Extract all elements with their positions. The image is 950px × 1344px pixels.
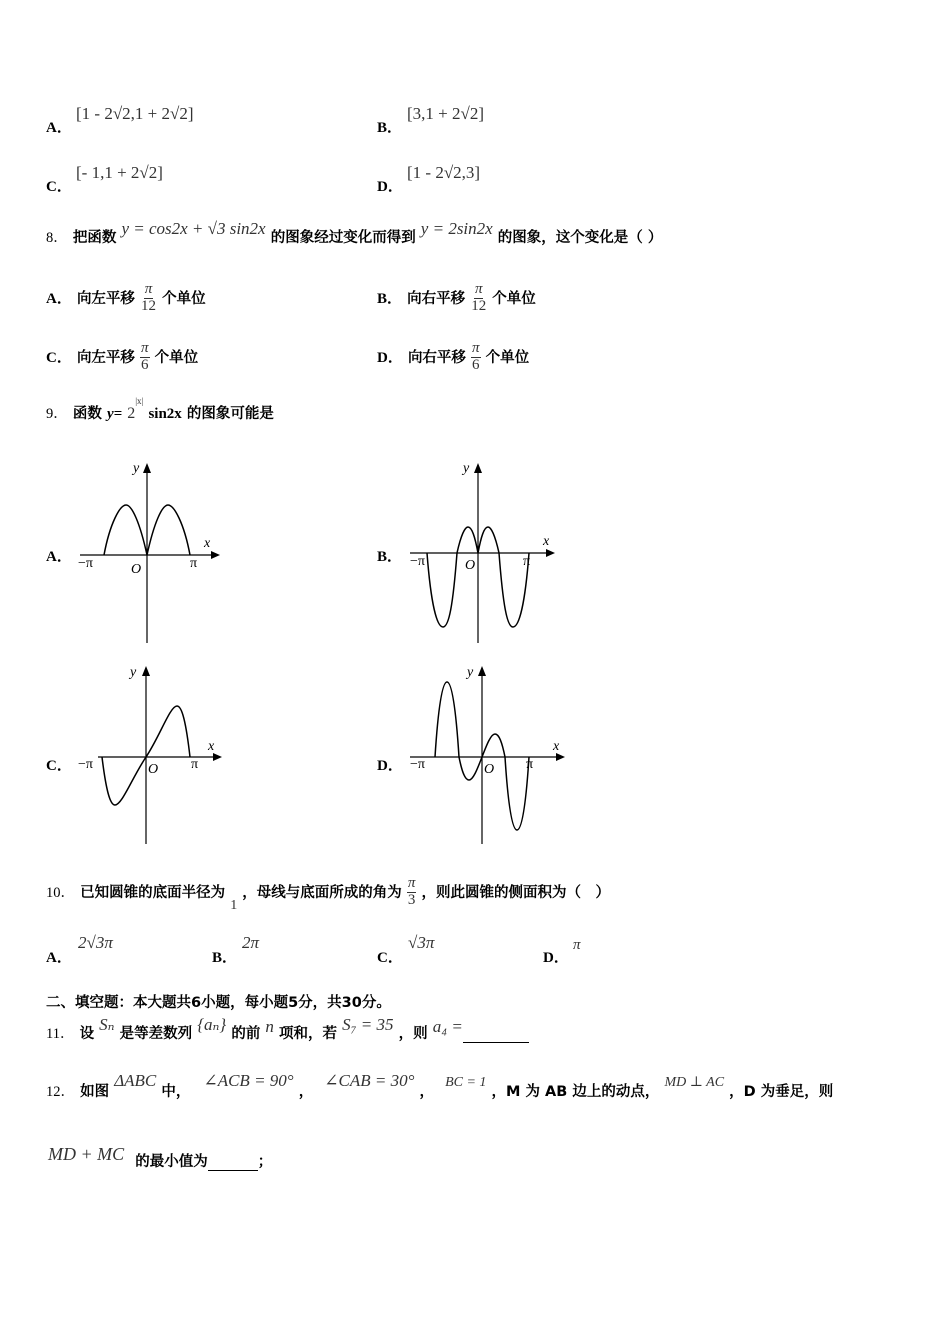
q12-text-2: 中， xyxy=(161,1084,191,1100)
q10-option-c-label: C． xyxy=(377,950,403,966)
q11-text-1: 设 xyxy=(79,1026,95,1042)
neg-pi-label: −π xyxy=(78,556,93,571)
y-label: y xyxy=(133,461,140,476)
q8-option-d-fraction xyxy=(471,341,481,374)
y-axis-arrow-icon xyxy=(478,666,486,676)
q12-sep-2: ， xyxy=(419,1084,434,1100)
q8-option-a xyxy=(46,282,206,315)
q12-bc: BC = 1 xyxy=(445,1075,487,1090)
q12-angle-acb: ∠ACB = 90° xyxy=(203,1071,294,1090)
q11-text-4: 项和，若 xyxy=(279,1026,338,1042)
q8-option-a-fraction xyxy=(140,282,157,315)
x-label: x xyxy=(543,534,550,549)
q9-fn: sin2x xyxy=(148,406,182,422)
q7-option-d-label: D． xyxy=(377,179,403,195)
q8-option-d-num: π xyxy=(472,340,480,356)
q9-y: y= xyxy=(106,406,123,422)
q11-a4: a₄ = xyxy=(432,1017,463,1036)
q12-sep-1: ， xyxy=(298,1084,314,1100)
q8-option-a-pre: 向左平移 xyxy=(76,290,135,307)
q9-text-post: 的图象可能是 xyxy=(186,406,274,422)
x-axis-arrow-icon xyxy=(213,753,222,761)
q8-option-c-num: π xyxy=(141,340,149,356)
q9-number: 9． xyxy=(46,406,68,422)
origin-label: O xyxy=(148,762,159,777)
q10-option-a-label: A． xyxy=(46,950,72,966)
q8-option-c-label: C． xyxy=(46,349,72,366)
q10-angle-den: 3 xyxy=(407,891,416,908)
q9-option-b-label: B． xyxy=(377,549,403,565)
q11-number: 11． xyxy=(46,1026,75,1042)
q8-option-d xyxy=(377,341,529,374)
q10-text-post: ，则此圆锥的侧面积为（ ） xyxy=(421,884,610,901)
x-label: x xyxy=(553,739,560,754)
q7-option-a-expr: [1 - 2√2,1 + 2√2] xyxy=(76,104,194,123)
q12-text-3: ，M 为 AB 边上的动点， xyxy=(491,1084,660,1100)
q10-option-b-label: B． xyxy=(212,950,238,966)
q9-text-pre: 函数 xyxy=(72,406,102,422)
pi-label: π xyxy=(191,757,199,772)
q8-text-post: 的图象，这个变化是（ ） xyxy=(497,230,663,246)
q9-option-c-label: C． xyxy=(46,758,72,774)
q12-triangle: ΔABC xyxy=(114,1071,157,1090)
q10-angle-fraction xyxy=(407,876,417,909)
q10-stem xyxy=(46,875,610,913)
q10-option-d-expr: π xyxy=(573,937,581,953)
q8-option-c-fraction xyxy=(140,341,150,374)
q12-text-4: ，D 为垂足，则 xyxy=(729,1084,834,1100)
x-label: x xyxy=(204,536,211,551)
q8-func1: y = cos2x + √3 sin2x xyxy=(121,219,266,238)
q8-option-d-label: D． xyxy=(377,349,403,366)
q8-option-a-post: 个单位 xyxy=(162,290,206,307)
q11-text-2: 是等差数列 xyxy=(119,1026,193,1042)
q12-perp: MD ⊥ AC xyxy=(664,1075,725,1090)
q12-expression: MD + MC xyxy=(48,1144,125,1164)
q8-option-b-label: B． xyxy=(377,290,403,307)
q8-text-pre: 把函数 xyxy=(72,230,117,246)
pi-label: π xyxy=(526,757,534,772)
q10-number: 10． xyxy=(46,884,75,901)
q11-answer-blank[interactable] xyxy=(463,1026,529,1043)
q7-option-b-expr: [3,1 + 2√2] xyxy=(407,104,484,123)
q8-option-a-num: π xyxy=(144,281,153,297)
origin-label: O xyxy=(465,558,476,573)
q7-option-d-expr: [1 - 2√2,3] xyxy=(407,163,481,182)
q9-option-a-label: A． xyxy=(46,549,72,565)
origin-label: O xyxy=(484,762,495,777)
q12-stem xyxy=(46,1071,834,1101)
y-axis-arrow-icon xyxy=(474,463,482,473)
q8-func2: y = 2sin2x xyxy=(420,219,493,238)
pi-label: π xyxy=(190,556,198,571)
q8-option-b xyxy=(377,282,536,315)
q8-option-c xyxy=(46,341,198,374)
q10-option-b-expr: 2π xyxy=(242,933,260,952)
pi-label: π xyxy=(523,554,531,569)
q9-exponent: |x| xyxy=(135,395,144,406)
q8-option-b-num: π xyxy=(474,281,483,297)
y-axis-arrow-icon xyxy=(143,463,151,473)
neg-pi-label: −π xyxy=(410,554,425,569)
q10-text-pre: 已知圆锥的底面半径为 xyxy=(80,884,226,901)
q9-base: 2 xyxy=(127,405,136,422)
q8-option-b-pre: 向右平移 xyxy=(407,290,466,307)
q8-option-d-pre: 向右平移 xyxy=(407,349,466,366)
q11-s7: S₇ = 35 xyxy=(342,1015,394,1034)
q8-option-d-den: 6 xyxy=(472,356,480,373)
x-axis-arrow-icon xyxy=(556,753,565,761)
q8-option-d-post: 个单位 xyxy=(485,349,530,366)
y-label: y xyxy=(463,461,470,476)
q10-option-a-expr: 2√3π xyxy=(78,933,113,952)
q9-graph-b xyxy=(405,455,565,650)
q10-angle-num: π xyxy=(407,875,416,891)
q9-option-d-label: D． xyxy=(377,758,403,774)
q7-option-c-expr: [- 1,1 + 2√2] xyxy=(76,163,163,182)
q12-text-5: 的最小值为 xyxy=(135,1154,208,1170)
q8-number: 8． xyxy=(46,230,68,246)
q8-stem xyxy=(46,219,663,247)
q12-answer-blank[interactable] xyxy=(208,1156,258,1171)
q9-graph-a xyxy=(70,455,230,650)
q12-text-1: 如图 xyxy=(80,1084,110,1100)
q11-text-5: ，则 xyxy=(398,1026,428,1042)
q12-text-6: ； xyxy=(257,1154,273,1170)
q7-option-a-label: A． xyxy=(46,120,72,136)
q11-sn: Sₙ xyxy=(99,1015,115,1034)
q12-angle-cab: ∠CAB = 30° xyxy=(324,1071,415,1090)
neg-pi-label: −π xyxy=(78,757,93,772)
q11-n: n xyxy=(265,1017,274,1036)
section-2-heading: 二、填空题：本大题共6小题，每小题5分，共30分。 xyxy=(46,995,391,1011)
y-label: y xyxy=(467,665,474,680)
q10-radius: 1 xyxy=(230,897,238,913)
q8-option-c-post: 个单位 xyxy=(154,349,199,366)
q8-option-b-fraction xyxy=(470,282,487,315)
q12-number: 12． xyxy=(46,1084,75,1100)
q10-option-c-expr: √3π xyxy=(408,933,435,952)
q8-option-c-den: 6 xyxy=(141,356,149,373)
q9-graph-c xyxy=(70,660,230,850)
q8-option-c-pre: 向左平移 xyxy=(76,349,135,366)
origin-label: O xyxy=(131,562,142,577)
q10-text-mid: ，母线与底面所成的角为 xyxy=(242,884,402,901)
y-label: y xyxy=(130,665,137,680)
q8-option-b-den: 12 xyxy=(471,297,487,314)
q7-option-b-label: B． xyxy=(377,120,403,136)
q11-text-3: 的前 xyxy=(231,1026,261,1042)
q8-option-b-post: 个单位 xyxy=(492,290,536,307)
neg-pi-label: −π xyxy=(410,757,425,772)
q8-text-mid: 的图象经过变化而得到 xyxy=(270,230,416,246)
q11-stem xyxy=(46,1015,529,1043)
q8-option-a-den: 12 xyxy=(141,297,157,314)
x-axis-arrow-icon xyxy=(211,551,220,559)
q11-an: {aₙ} xyxy=(197,1015,227,1034)
x-axis-arrow-icon xyxy=(546,549,555,557)
q9-stem xyxy=(46,395,274,423)
q7-option-c-label: C． xyxy=(46,179,72,195)
q9-graph-d xyxy=(405,660,570,850)
q10-option-d-label: D． xyxy=(543,950,569,966)
q8-option-a-label: A． xyxy=(46,290,72,307)
q12-stem-line2 xyxy=(48,1144,273,1171)
x-label: x xyxy=(208,739,215,754)
y-axis-arrow-icon xyxy=(142,666,150,676)
